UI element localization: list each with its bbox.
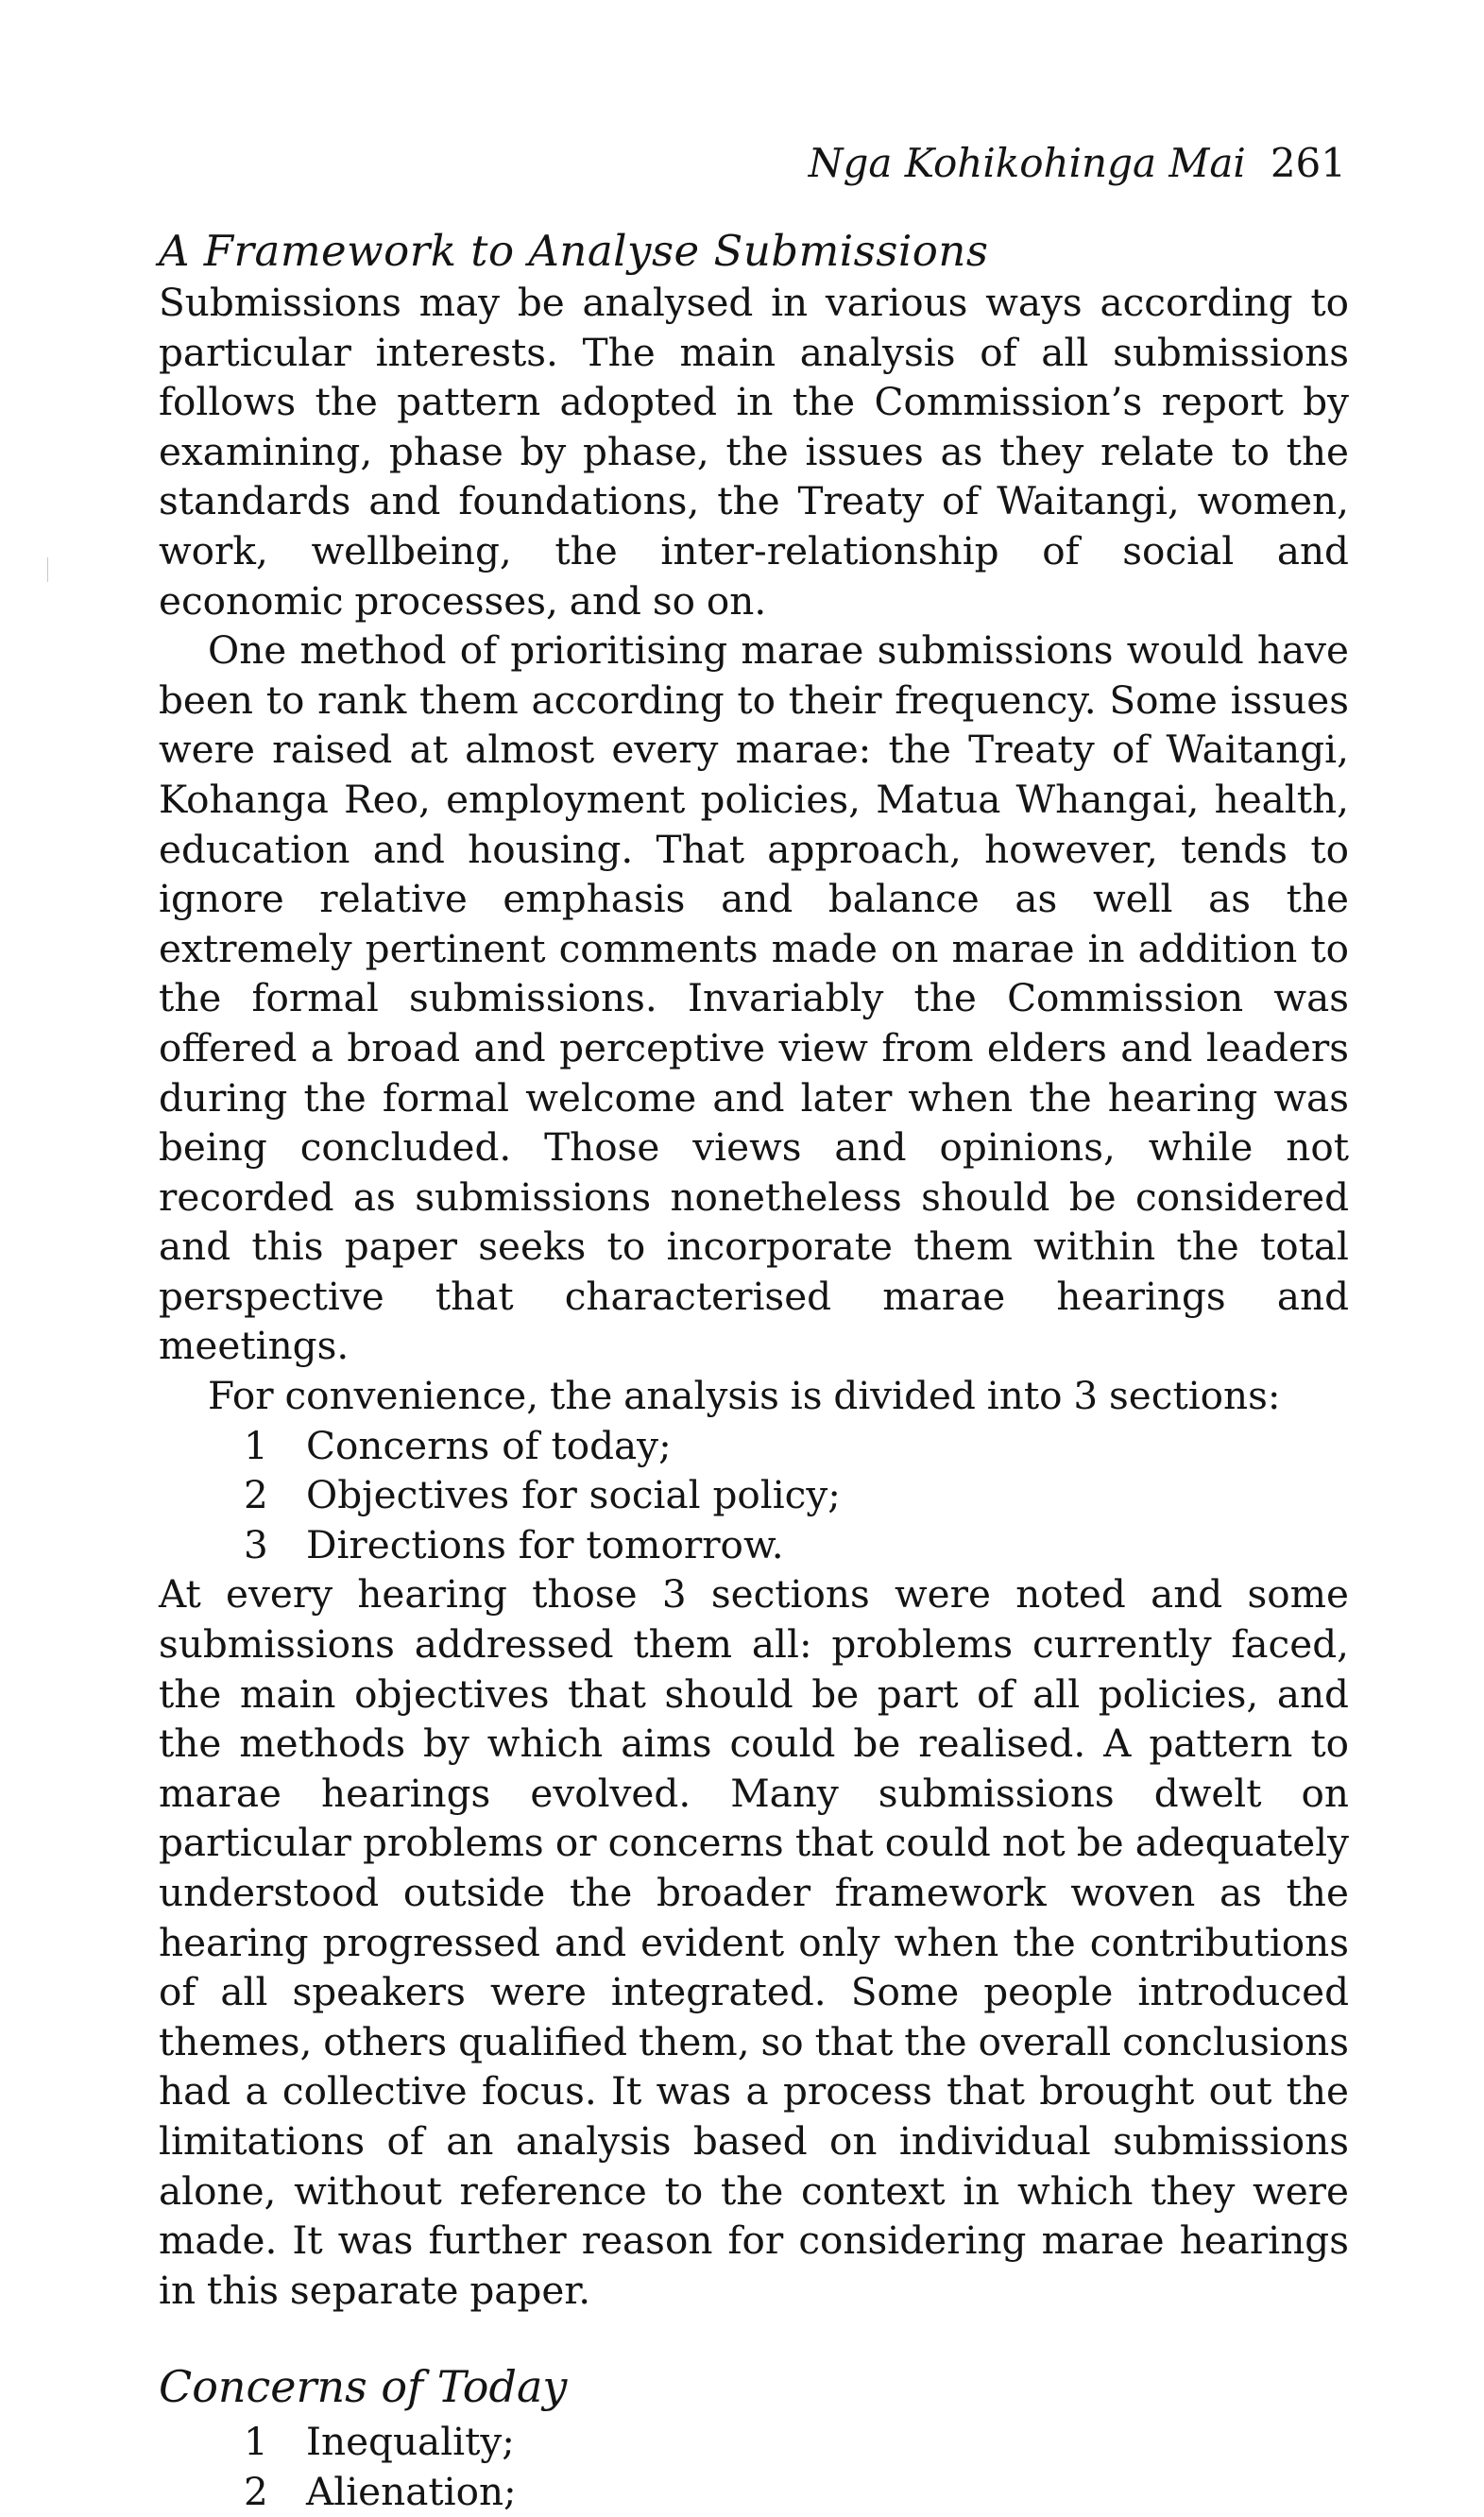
list-item-text: Concerns of today; (306, 1422, 672, 1468)
paragraph: At every hearing those 3 sections were noted and some submissions addressed them all: problems currently faced, the main objectives that should be part of all policies, and the methods by which aims could be realised. A pattern to marae hearings evolved. Many submissions dwelt on particular problems or concerns that could not be adequately understood outside the broader framework woven as the hearing progressed and evident only when the contributions of all speakers were integrated. Some people introduced themes, others qualified them, so that the overall conclusions had a collective focus. It was a process that brought out the limitations of an analysis based on individual submissions alone, without reference to the context in which they were made. It was further reason for considering marae hearings in this separate paper. (159, 1571, 1349, 2313)
list-item-number: 2 (244, 1472, 268, 1518)
section-heading-concerns: Concerns of Today (159, 2361, 568, 2413)
list-item-number: 3 (244, 1521, 268, 1567)
list-item (244, 1520, 1349, 1570)
list-item-text: Objectives for social policy; (306, 1472, 841, 1518)
concerns-list (159, 2417, 1349, 2516)
body-text (159, 225, 1349, 2517)
list-item-text: Inequality; (306, 2419, 515, 2465)
list-item-text: Directions for tomorrow. (306, 1521, 784, 1567)
list-item (244, 1421, 1349, 1471)
list-item-number: 1 (244, 1422, 268, 1468)
running-head-title: Nga Kohikohinga Mai (808, 140, 1246, 186)
list-item (244, 2467, 1349, 2517)
list-item-text: Alienation; (306, 2468, 517, 2514)
paragraph: One method of prioritising marae submissions would have been to rank them according to their frequency. Some issues were raised at almost every marae: the Treaty of Waitangi, Kohanga Reo, employment policies, Matua Whangai, health, education and housing. That approach, however, tends to ignore relative emphasis and balance as well as the extremely pertinent comments made on marae in addition to the formal submissions. Invariably the Commission was offered a broad and perceptive view from elders and leaders during the formal welcome and later when the hearing was being concluded. Those views and opinions, while not recorded as submissions nonetheless should be considered and this paper seeks to incorporate them within the total perspective that characterised marae hearings and meetings. (159, 627, 1349, 1369)
sections-list (159, 1421, 1349, 1570)
list-item (244, 1470, 1349, 1520)
list-item (244, 2417, 1349, 2467)
section-heading-framework: A Framework to Analyse Submissions (159, 226, 989, 276)
paragraph: Submissions may be analysed in various ways according to particular interests. The main analysis of all submissions follows the pattern adopted in the Commission’s report by examining, phase by phase, the issues as they relate to the standards and foundations, the Treaty of Waitangi, women, work, wellbeing, the inter-relationship of social and economic processes, and so on. (159, 280, 1349, 624)
list-item-number: 1 (244, 2419, 268, 2465)
list-item-number: 2 (244, 2468, 268, 2514)
paragraph: For convenience, the analysis is divided into 3 sections: (208, 1373, 1281, 1419)
running-head (808, 140, 1346, 186)
page-number: 261 (1270, 140, 1346, 186)
margin-mark (47, 557, 48, 582)
